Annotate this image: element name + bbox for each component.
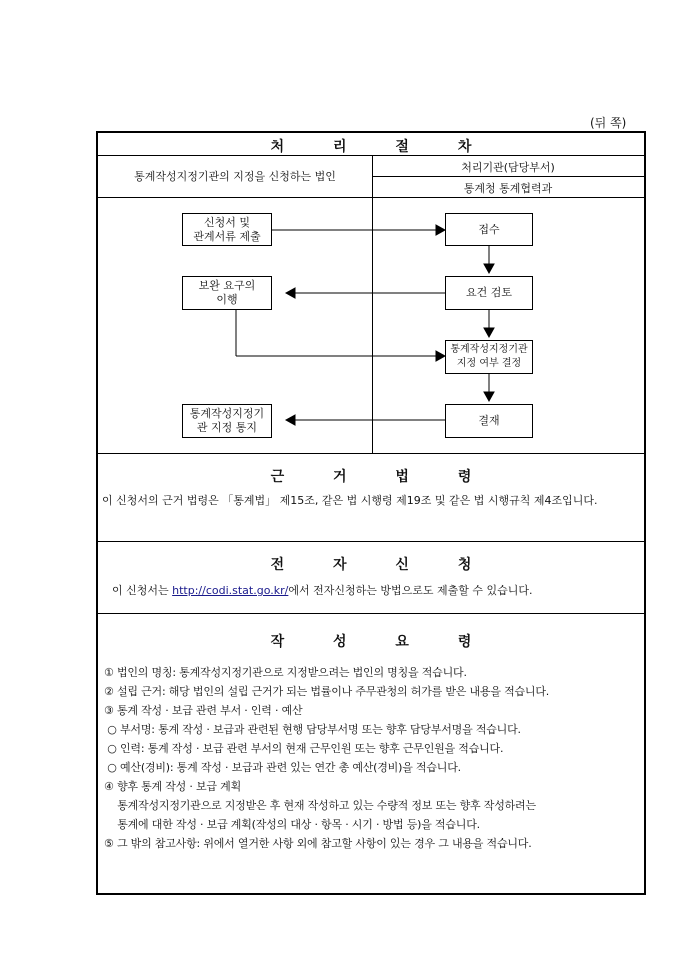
flow-text: 관계서류 제출: [193, 229, 261, 243]
divider: [98, 453, 644, 454]
instruction-item: ○ 부서명: 통계 작성 · 보급과 관련된 현행 담당부서명 또는 향후 담당부서명을 적습니다.: [104, 723, 521, 736]
instruction-item: ○ 인력: 통계 작성 · 보급 관련 부서의 현재 근무인원 또는 향후 근무인원을 적습니다.: [104, 742, 504, 755]
flow-supplement-box: [182, 276, 272, 310]
flow-decision-box: [445, 340, 533, 374]
arrow-down-icon: [484, 264, 494, 273]
codi-link[interactable]: http://codi.stat.go.kr/: [172, 584, 289, 597]
instruction-item: ③ 통계 작성 · 보급 관련 부서 · 인력 · 예산: [104, 704, 303, 717]
instruction-item: ⑤ 그 밖의 참고사항: 위에서 열거한 사항 외에 참고할 사항이 있는 경우 그 내용을 적습니다.: [104, 837, 532, 850]
arrow-down-icon: [484, 328, 494, 337]
legal-basis-title: 근 거 법 령: [270, 469, 472, 485]
instruction-item: 통계에 대한 작성 · 보급 계획(작성의 대상 · 항목 · 시기 · 방법 등)을 적습니다.: [104, 818, 480, 831]
flow-text: 보완 요구의: [198, 279, 256, 292]
instructions-title: 작 성 요 령: [270, 634, 472, 650]
legal-basis-text: 이 신청서의 근거 법령은 「통계법」 제15조, 같은 법 시행령 제19조 및 같은 법 시행규칙 제4조입니다.: [102, 494, 598, 507]
flow-text: 관 지정 통지: [196, 421, 258, 434]
instruction-item: ② 설립 근거: 해당 법인의 설립 근거가 되는 법률이나 주무관청의 허가를 받은 내용을 적습니다.: [104, 685, 550, 698]
procedure-title: 처 리 절 차: [270, 139, 472, 155]
instruction-item: ④ 향후 통계 작성 · 보급 계획: [104, 780, 241, 793]
agency-label: 처리기관(담당부서): [461, 161, 555, 174]
arrow-right-icon: [436, 225, 445, 235]
arrow-down-icon: [484, 392, 494, 401]
flow-text: 통계작성지정기관: [450, 344, 528, 355]
text: 에서 전자신청하는 방법으로도 제출할 수 있습니다.: [288, 584, 533, 597]
instruction-item: ① 법인의 명칭: 통계작성지정기관으로 지정받으려는 법인의 명칭을 적습니다.: [104, 666, 467, 679]
flow-connectors: [98, 133, 644, 463]
arrow-left-icon: [286, 415, 295, 425]
arrow-right-icon: [436, 351, 445, 361]
applicant-label: 통계작성지정기관의 지정을 신청하는 법인: [134, 170, 336, 183]
text: 이 신청서는: [112, 584, 173, 597]
divider: [98, 541, 644, 542]
flow-text: 지정 여부 결정: [456, 358, 522, 369]
flow-review-box: 요건 검토: [445, 276, 533, 310]
agency-name: 통계청 통계협력과: [463, 182, 553, 195]
flow-submit-box: [182, 213, 272, 246]
instruction-item: 통계작성지정기관으로 지정받은 후 현재 작성하고 있는 수량적 정보 또는 향후 작성하려는: [104, 799, 536, 812]
arrow-left-icon: [286, 288, 295, 298]
instructions-list: [104, 663, 640, 853]
flow-approval-box: 결재: [445, 404, 533, 438]
flow-text: 이행: [216, 293, 238, 306]
flow-notice-box: [182, 404, 272, 438]
instruction-item: ○ 예산(경비): 통계 작성 · 보급과 관련 있는 연간 총 예산(경비)을 적습니다.: [104, 761, 461, 774]
flow-text: 통계작성지정기: [189, 407, 265, 420]
page-side-label: (뒤 쪽): [590, 116, 627, 130]
divider: [98, 613, 644, 614]
e-application-text: [112, 581, 640, 601]
flow-text: 신청서 및: [203, 215, 250, 229]
form-table: [96, 131, 646, 895]
e-application-title: 전 자 신 청: [270, 557, 472, 573]
flow-receipt-box: 접수: [445, 213, 533, 246]
